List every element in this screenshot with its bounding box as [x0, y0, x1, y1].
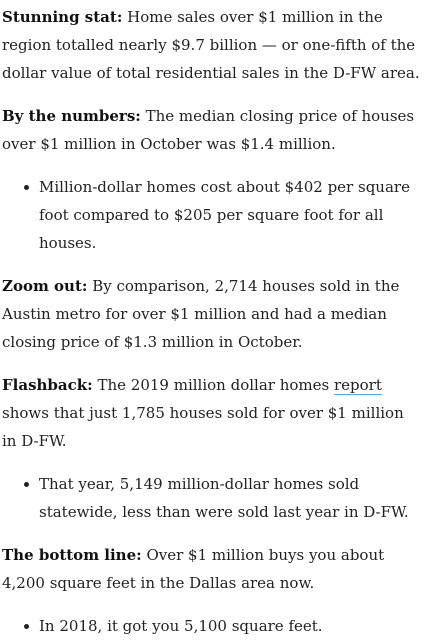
report-link[interactable]: report: [333, 376, 382, 394]
list-item: That year, 5,149 million-dollar homes sold statewide, less than were sold last year in D-FW.: [39, 470, 420, 526]
paragraph-by-the-numbers: [2, 102, 420, 158]
lead-flashback: Flashback:: [2, 376, 93, 394]
lead-by-the-numbers: By the numbers:: [2, 107, 141, 125]
paragraph-flashback: [2, 371, 420, 455]
text-flashback-after-link: shows that just 1,785 houses sold for over $1 million in D-FW.: [2, 404, 404, 450]
bullet-list-flashback: [2, 470, 420, 526]
text-bottom-line: Over $1 million buys you about 4,200 square feet in the Dallas area now.: [2, 546, 385, 592]
list-item: Million-dollar homes cost about $402 per square foot compared to $205 per square foot for all houses.: [39, 173, 420, 257]
text-by-the-numbers: The median closing price of houses over $1 million in October was $1.4 million.: [2, 107, 415, 153]
paragraph-stunning-stat: [2, 3, 420, 87]
text-zoom-out: By comparison, 2,714 houses sold in the Austin metro for over $1 million and had a median closing price of $1.3 million in October.: [2, 277, 400, 351]
lead-zoom-out: Zoom out:: [2, 277, 88, 295]
text-flashback-before-link: The 2019 million dollar homes: [92, 376, 334, 394]
paragraph-zoom-out: [2, 272, 420, 356]
list-item: In 2018, it got you 5,100 square feet.: [39, 612, 420, 640]
text-stunning-stat: Home sales over $1 million in the region totalled nearly $9.7 billion — or one-fifth of the dollar value of total residential sales in the D-FW area.: [2, 8, 420, 82]
bullet-list-by-the-numbers: [2, 173, 420, 257]
lead-bottom-line: The bottom line:: [2, 546, 142, 564]
bullet-list-bottom-line: [2, 612, 420, 640]
paragraph-bottom-line: [2, 541, 420, 597]
lead-stunning-stat: Stunning stat:: [2, 8, 123, 26]
